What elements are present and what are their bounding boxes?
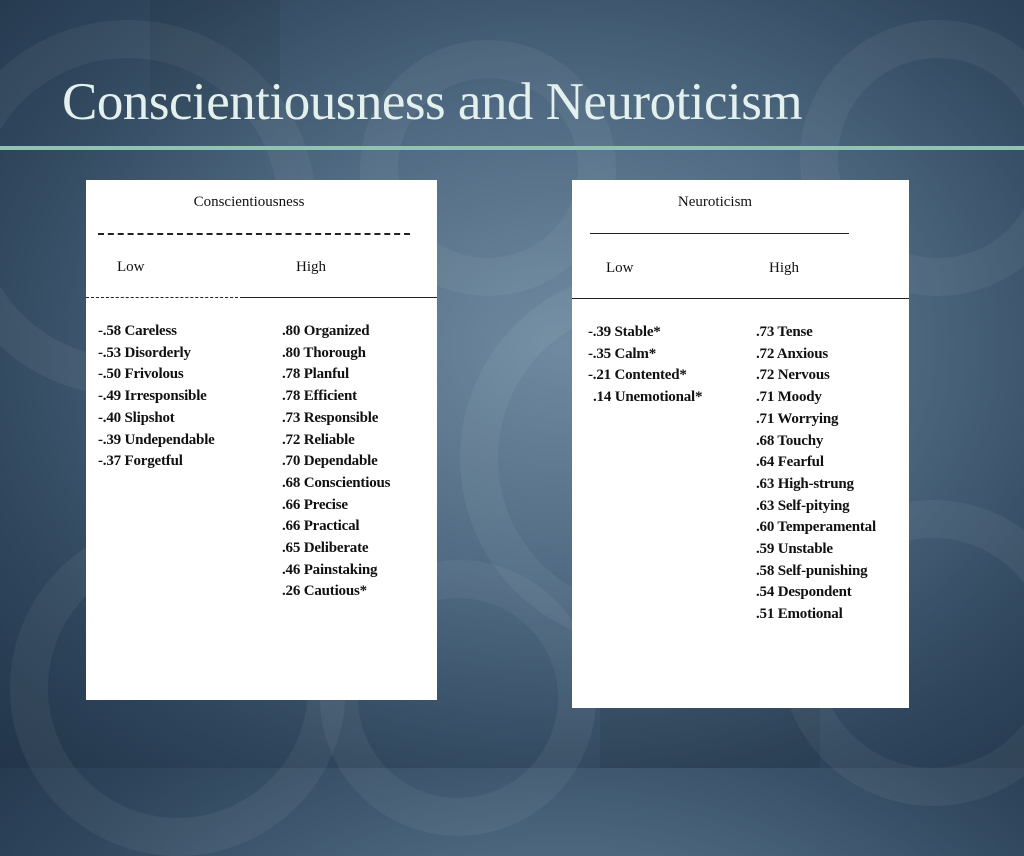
header-divider-solid bbox=[572, 298, 909, 299]
heading-divider bbox=[98, 233, 410, 235]
high-column-header: High bbox=[296, 259, 326, 275]
list-item: .72 Reliable bbox=[282, 431, 355, 448]
list-item: .60 Temperamental bbox=[756, 519, 876, 536]
neuroticism-table-card bbox=[572, 180, 909, 708]
list-item: .59 Unstable bbox=[756, 541, 833, 558]
slide-title: Conscientiousness and Neuroticism bbox=[62, 73, 803, 131]
list-item: .68 Touchy bbox=[756, 432, 824, 449]
heading-divider bbox=[590, 233, 849, 234]
list-item: -.40 Slipshot bbox=[98, 409, 175, 426]
conscientiousness-heading: Conscientiousness bbox=[193, 194, 305, 210]
list-item: -.21 Contented* bbox=[588, 367, 687, 384]
list-item: -.39 Stable* bbox=[588, 324, 661, 340]
list-item: -.58 Careless bbox=[98, 323, 177, 339]
list-item: .71 Moody bbox=[756, 389, 822, 406]
list-item: .46 Painstaking bbox=[282, 561, 378, 578]
list-item: .66 Precise bbox=[282, 496, 348, 513]
low-column-header: Low bbox=[117, 259, 145, 275]
list-item: .54 Despondent bbox=[756, 584, 852, 601]
list-item: .78 Efficient bbox=[282, 388, 357, 405]
low-items-list bbox=[98, 321, 215, 473]
list-item: .73 Tense bbox=[756, 324, 813, 340]
list-item: .70 Dependable bbox=[282, 453, 378, 470]
list-item: .71 Worrying bbox=[756, 410, 839, 427]
list-item: .63 Self-pitying bbox=[756, 497, 850, 514]
high-items-list bbox=[282, 321, 390, 603]
list-item: -.49 Irresponsible bbox=[98, 388, 207, 405]
list-item: .80 Organized bbox=[282, 323, 370, 339]
list-item: .64 Fearful bbox=[756, 454, 824, 471]
list-item: .80 Thorough bbox=[282, 344, 366, 361]
title-underline bbox=[0, 146, 1024, 150]
list-item: .72 Nervous bbox=[756, 367, 830, 384]
conscientiousness-table-card bbox=[86, 180, 437, 700]
list-item: .14 Unemotional* bbox=[593, 389, 703, 406]
header-divider-dashed bbox=[86, 297, 243, 298]
high-column-header: High bbox=[769, 260, 799, 276]
list-item: -.35 Calm* bbox=[588, 345, 656, 362]
high-items-list bbox=[756, 322, 876, 626]
list-item: .26 Cautious* bbox=[282, 583, 367, 600]
header-divider-solid bbox=[243, 297, 437, 298]
list-item: -.53 Disorderly bbox=[98, 344, 191, 361]
list-item: .72 Anxious bbox=[756, 345, 828, 362]
low-items-list bbox=[588, 322, 702, 409]
list-item: .51 Emotional bbox=[756, 606, 843, 623]
list-item: .58 Self-punishing bbox=[756, 562, 868, 579]
neuroticism-heading: Neuroticism bbox=[677, 194, 753, 210]
list-item: .66 Practical bbox=[282, 518, 360, 535]
list-item: -.50 Frivolous bbox=[98, 366, 184, 383]
low-column-header: Low bbox=[606, 260, 634, 276]
list-item: -.37 Forgetful bbox=[98, 453, 183, 470]
list-item: .68 Conscientious bbox=[282, 474, 391, 491]
list-item: .65 Deliberate bbox=[282, 540, 369, 557]
list-item: -.39 Undependable bbox=[98, 431, 215, 448]
list-item: .63 High-strung bbox=[756, 475, 854, 492]
list-item: .73 Responsible bbox=[282, 409, 379, 426]
list-item: .78 Planful bbox=[282, 366, 349, 383]
